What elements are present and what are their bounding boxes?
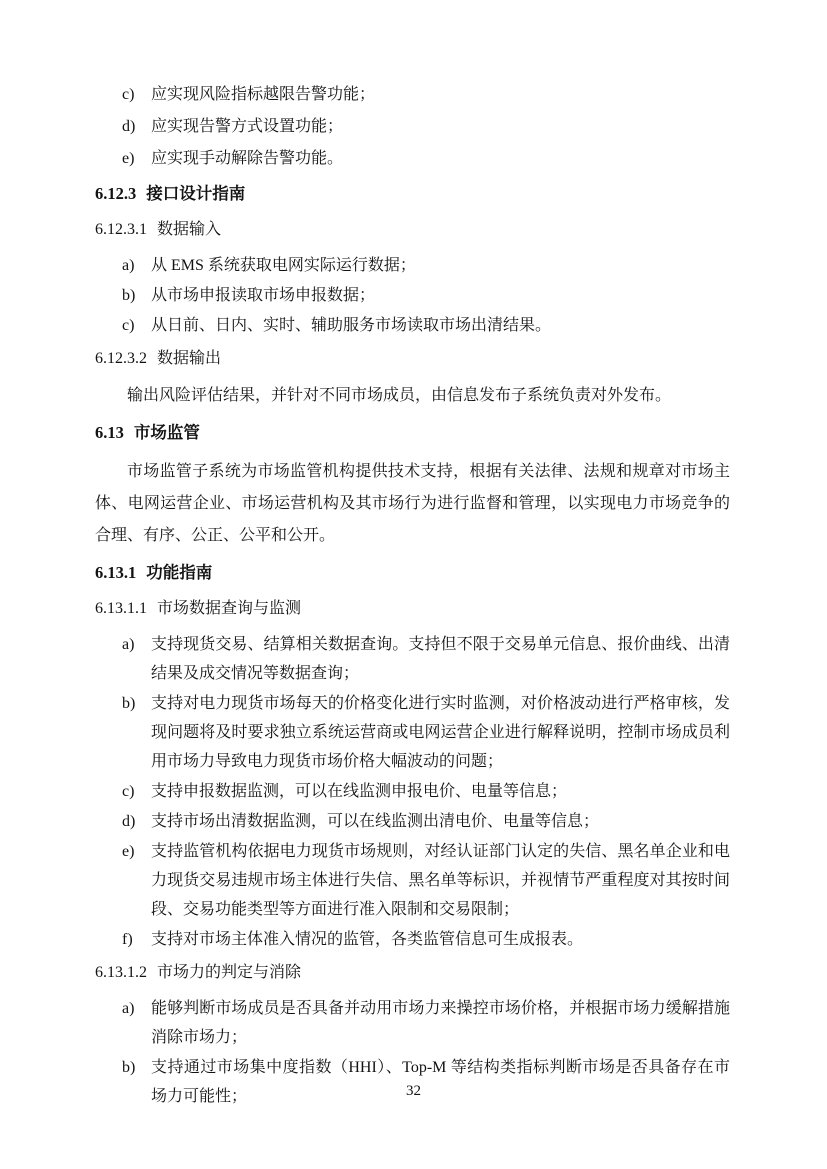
subsection-heading (95, 217, 730, 243)
list-item-marker: e) (122, 150, 135, 167)
list-item-text: 应实现手动解除告警功能。 (151, 150, 344, 167)
subsection-heading (95, 596, 730, 622)
list-item-text: 支持现货交易、结算相关数据查询。支持但不限于交易单元信息、报价曲线、出清结果及成交情况等数据查询； (151, 636, 730, 682)
list-item-text: 能够判断市场成员是否具备并动用市场力来操控市场价格，并根据市场力缓解措施消除市场力； (151, 1000, 730, 1046)
list-item (95, 281, 730, 310)
subsection-heading (95, 346, 730, 372)
list-item (95, 251, 730, 280)
list-item-text: 从日前、日内、实时、辅助服务市场读取市场出清结果。 (151, 317, 552, 334)
list-item-marker: d) (122, 118, 136, 135)
section-title: 市场数据查询与监测 (157, 600, 302, 617)
list-item-text: 支持申报数据监测，可以在线监测申报电价、电量等信息； (151, 783, 568, 800)
list-item-marker: c) (122, 783, 135, 800)
paragraph: 市场监管子系统为市场监管机构提供技术支持，根据有关法律、法规和规章对市场主体、电网运营企业、市场运营机构及其市场行为进行监督和管理，以实现电力市场竞争的合理、有序、公正、公平和公开。 (95, 463, 730, 544)
list-item-text: 支持对市场主体准入情况的监管，各类监管信息可生成报表。 (151, 931, 584, 948)
section-heading (95, 181, 730, 207)
list-item-text: 支持市场出清数据监测，可以在线监测出清电价、电量等信息； (151, 813, 600, 830)
list-item-text: 支持监管机构依据电力现货市场规则，对经认证部门认定的失信、黑名单企业和电力现货交易违规市场主体进行失信、黑名单等标识，并视情节严重程度对其按时间段、交易功能类型等方面进行准入限制和交易限制； (151, 843, 730, 918)
list-item-marker: a) (122, 636, 135, 653)
section-number: 6.13.1.2 (95, 964, 147, 981)
list-item (95, 630, 730, 688)
list-item-text: 支持对电力现货市场每天的价格变化进行实时监测，对价格波动进行严格审核，发现问题将及时要求独立系统运营商或电网运营企业进行解释说明，控制市场成员利用市场力导致电力现货市场价格大幅波动的问题； (151, 695, 730, 770)
list-item-marker: f) (122, 931, 133, 948)
section-title: 数据输入 (157, 221, 222, 238)
list-item (95, 689, 730, 776)
list-item-marker: b) (122, 695, 136, 712)
list-item-text: 应实现告警方式设置功能； (151, 118, 344, 135)
list-item-text: 应实现风险指标越限告警功能； (151, 86, 376, 103)
list-item (95, 837, 730, 924)
subsection-heading (95, 960, 730, 986)
section-title: 市场力的判定与消除 (157, 964, 302, 981)
list-item (95, 144, 730, 173)
list-item-marker: c) (122, 86, 135, 103)
list-item-marker: a) (122, 257, 135, 274)
section-title: 功能指南 (146, 563, 213, 582)
section-number: 6.12.3.2 (95, 350, 147, 367)
list-item (95, 80, 730, 109)
list-item-marker: d) (122, 813, 136, 830)
list-item-marker: a) (122, 1000, 135, 1017)
list-item-marker: e) (122, 843, 135, 860)
list-item (95, 311, 730, 340)
list-item-marker: b) (122, 1059, 136, 1076)
list-item (95, 994, 730, 1052)
list-item-text: 从 EMS 系统获取电网实际运行数据； (151, 257, 416, 274)
section-number: 6.12.3 (95, 184, 137, 203)
document-content (95, 80, 730, 1111)
list-item (95, 777, 730, 806)
list-item-text: 支持通过市场集中度指数（HHI）、Top-M 等结构类指标判断市场是否具备存在市场力可能性； (151, 1059, 730, 1105)
list-item (95, 1053, 730, 1111)
paragraph: 输出风险评估结果，并针对不同市场成员，由信息发布子系统负责对外发布。 (127, 387, 672, 404)
list-item (95, 925, 730, 954)
list-item-marker: b) (122, 287, 136, 304)
section-heading (95, 420, 730, 446)
page-number: 32 (406, 1083, 421, 1099)
section-title: 接口设计指南 (146, 184, 246, 203)
list-item (95, 807, 730, 836)
section-heading (95, 560, 730, 586)
list-item-text: 从市场申报读取市场申报数据； (151, 287, 376, 304)
section-title: 市场监管 (133, 423, 200, 442)
list-item (95, 112, 730, 141)
section-number: 6.12.3.1 (95, 221, 147, 238)
section-title: 数据输出 (157, 350, 222, 367)
section-number: 6.13.1.1 (95, 600, 147, 617)
list-item-marker: c) (122, 317, 135, 334)
section-number: 6.13.1 (95, 563, 137, 582)
section-number: 6.13 (95, 423, 124, 442)
